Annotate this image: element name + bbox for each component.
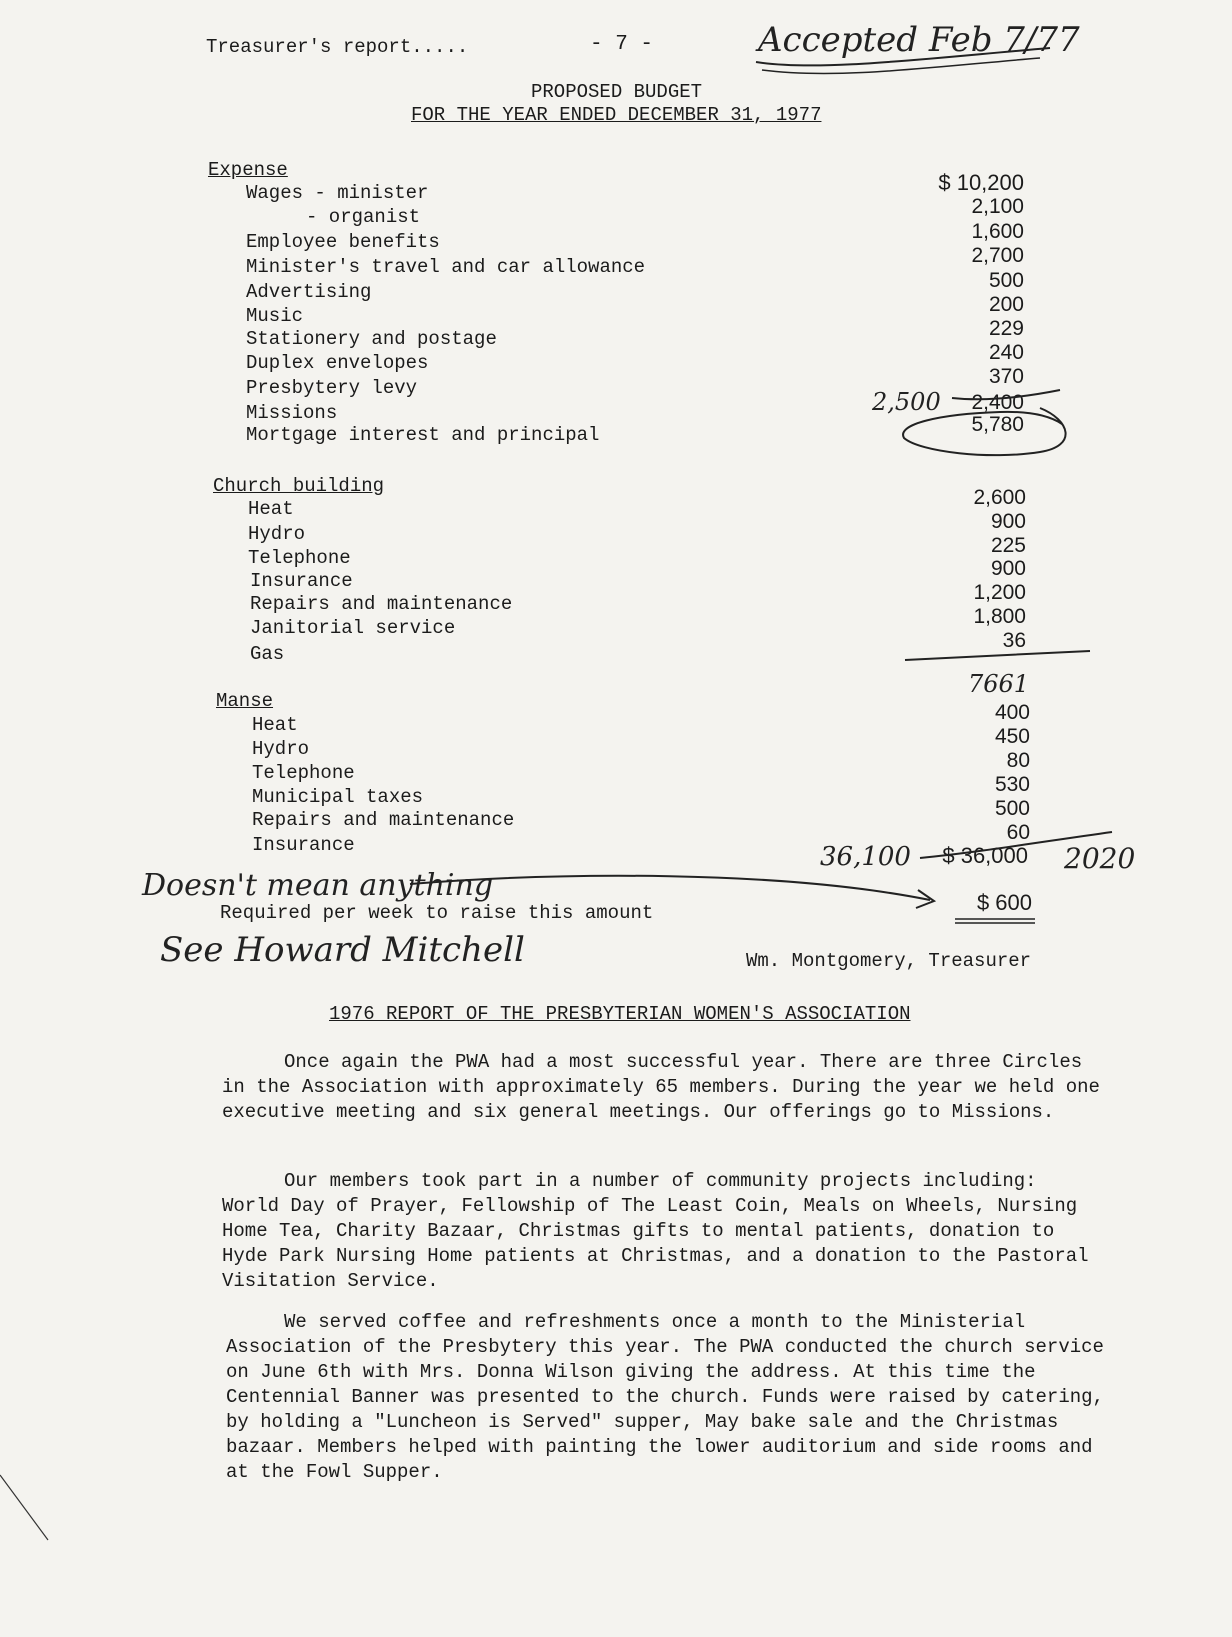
expense-item-amount: $ 10,200 (938, 170, 1024, 195)
church-item-amount: 900 (990, 557, 1026, 580)
expense-item-label: Music (246, 305, 304, 327)
expense-item-amount: 200 (988, 293, 1024, 316)
church-item-amount: 1,800 (973, 605, 1026, 628)
church-item-amount: 900 (990, 510, 1026, 533)
expense-heading: Expense (208, 159, 288, 181)
page-number: - 7 - (590, 33, 654, 56)
pwa-report-title: 1976 REPORT OF THE PRESBYTERIAN WOMEN'S ASSOCIATION (329, 1003, 911, 1025)
treasurer-signature: Wm. Montgomery, Treasurer (746, 950, 1032, 972)
church-item-amount: 2,600 (973, 486, 1026, 509)
manse-item-label: Insurance (252, 834, 355, 856)
expense-item-amount: 240 (988, 341, 1024, 364)
expense-item-amount: 500 (988, 269, 1024, 292)
doesnt-mean-note: Doesn't mean anything (142, 868, 494, 903)
see-howard-note: See Howard Mitchell (160, 930, 525, 970)
manse-item-label: Heat (252, 714, 298, 736)
manse-item-label: Municipal taxes (252, 786, 424, 808)
pwa-paragraph-text: Once again the PWA had a most successful year. There are three Circles in the Association with approximately 65 members. During the year we held one executive meeting and six general meetings. Our offerings go to Missions. (222, 1051, 1100, 1123)
church-item-label: Janitorial service (250, 617, 456, 639)
side-note-handwritten: 2020 (1064, 842, 1136, 875)
church-item-label: Heat (248, 498, 294, 520)
manse-item-label: Repairs and maintenance (252, 809, 515, 831)
accepted-note: Accepted Feb 7/77 (758, 20, 1080, 60)
church-building-heading: Church building (213, 475, 385, 497)
expense-item-label: - organist (306, 206, 421, 228)
pwa-paragraph-text: Our members took part in a number of community projects including: World Day of Prayer, Fellowship of The Least Coin, Meals on Wheels, Nursing Home Tea, Charity Bazaar, Christmas gifts to mental patients, donation to Hyde Park Nursing Home patients at Christmas, and a donation to the Pastoral Visitation Service. (222, 1170, 1089, 1292)
manse-item-amount: 530 (994, 773, 1030, 796)
expense-item-amount: 229 (988, 317, 1024, 340)
manse-item-amount: 80 (1006, 749, 1030, 772)
manse-item-amount: 500 (994, 797, 1030, 820)
per-week-label: Required per week to raise this amount (220, 902, 654, 924)
church-item-amount: 225 (990, 534, 1026, 557)
manse-item-amount: 450 (994, 725, 1030, 748)
header-left: Treasurer's report..... (206, 36, 469, 58)
expense-item-label: Stationery and postage (246, 328, 497, 350)
expense-item-label: Wages - minister (246, 182, 429, 204)
expense-item-label: Employee benefits (246, 231, 440, 253)
church-item-label: Gas (250, 643, 285, 665)
expense-item-label: Missions (246, 402, 338, 424)
church-item-amount: 1,200 (973, 581, 1026, 604)
manse-item-label: Hydro (252, 738, 310, 760)
church-item-label: Insurance (250, 570, 353, 592)
expense-item-amount: 370 (988, 365, 1024, 388)
expense-item-label: Mortgage interest and principal (246, 424, 600, 446)
expense-item-amount: 2,400 (971, 391, 1024, 414)
budget-title: PROPOSED BUDGET (531, 81, 703, 103)
expense-item-label: Advertising (246, 281, 372, 303)
budget-subtitle: FOR THE YEAR ENDED DECEMBER 31, 1977 (411, 104, 822, 126)
church-item-label: Repairs and maintenance (250, 593, 513, 615)
expense-item-amount: 2,100 (971, 195, 1024, 218)
expense-item-label: Minister's travel and car allowance (246, 256, 646, 278)
manse-heading: Manse (216, 690, 274, 712)
church-item-label: Telephone (248, 547, 351, 569)
per-week-amount: $ 600 (976, 890, 1032, 915)
total-handwritten: 36,100 (820, 842, 911, 872)
manse-item-amount: 400 (994, 701, 1030, 724)
expense-item-amount: 5,780 (971, 413, 1024, 436)
manse-item-amount: 60 (1006, 821, 1030, 844)
church-item-amount: 36 (1002, 629, 1026, 652)
pwa-paragraph-text: We served coffee and refreshments once a month to the Ministerial Association of the Presbytery this year. The PWA conducted the church service on June 6th with Mrs. Donna Wilson giving the address. At this time the Centennial Banner was presented to the church. Funds were raised by catering, by holding a "Luncheon is Served" supper, May bake sale and the Christmas bazaar. Members helped with painting the lower auditorium and side rooms and at the Fowl Supper. (226, 1311, 1104, 1483)
missions-handwritten: 2,500 (872, 388, 941, 416)
total-typed: $ 36,000 (942, 843, 1028, 868)
expense-item-label: Presbytery levy (246, 377, 418, 399)
church-item-label: Hydro (248, 523, 306, 545)
expense-item-amount: 1,600 (971, 220, 1024, 243)
expense-item-amount: 2,700 (971, 244, 1024, 267)
expense-item-label: Duplex envelopes (246, 352, 429, 374)
manse-item-label: Telephone (252, 762, 355, 784)
church-subtotal-handwritten: 7661 (968, 670, 1030, 698)
